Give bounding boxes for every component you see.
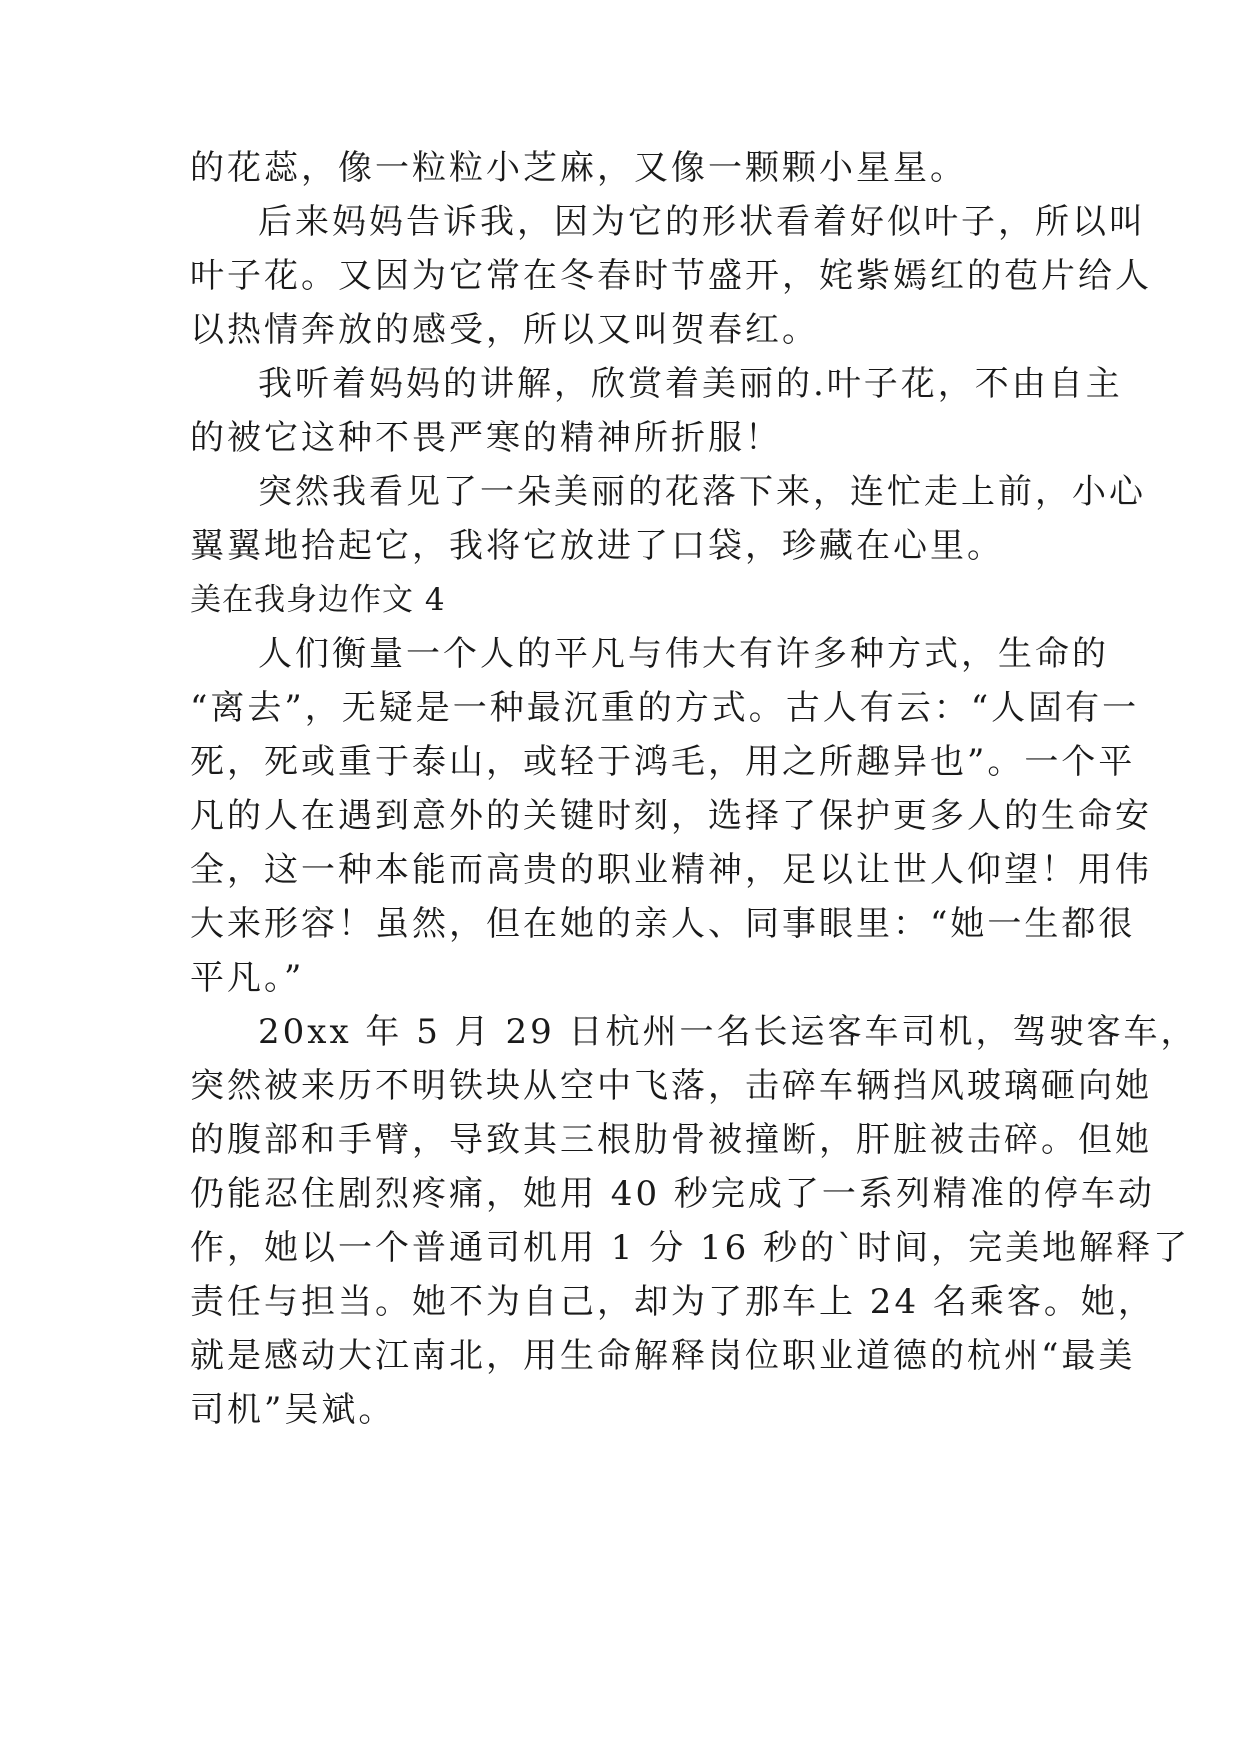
section-title: 美在我身边作文 4 [190,582,446,618]
paragraph-line: 大来形容！虽然，但在她的亲人、同事眼里：“她一生都很 [190,904,1136,944]
paragraph-line: 凡的人在遇到意外的关键时刻，选择了保护更多人的生命安 [190,796,1152,836]
paragraph-line: 死，死或重于泰山，或轻于鸿毛，用之所趣异也”。一个平 [190,742,1136,782]
paragraph-line: 责任与担当。她不为自己，却为了那车上 24 名乘客。她， [190,1282,1155,1322]
paragraph-line: 叶子花。又因为它常在冬春时节盛开，姹紫嫣红的苞片给人 [190,256,1152,296]
paragraph-line: 仍能忍住剧烈疼痛，她用 40 秒完成了一系列精准的停车动 [190,1174,1155,1214]
paragraph-line: 司机”吴斌。 [190,1390,396,1430]
paragraph-line: 全，这一种本能而高贵的职业精神，足以让世人仰望！用伟 [190,850,1152,890]
paragraph-line: 20xx 年 5 月 29 日杭州一名长运客车司机，驾驶客车， [258,1012,1198,1052]
paragraph-line: 的腹部和手臂，导致其三根肋骨被撞断，肝脏被击碎。但她 [190,1120,1152,1160]
paragraph-line: 翼翼地拾起它，我将它放进了口袋，珍藏在心里。 [190,526,1004,566]
paragraph-line: 我听着妈妈的讲解，欣赏着美丽的.叶子花，不由自主 [258,364,1123,404]
paragraph-line: “离去”，无疑是一种最沉重的方式。古人有云：“人固有一 [190,688,1140,728]
paragraph-line: 人们衡量一个人的平凡与伟大有许多种方式，生命的 [258,634,1109,674]
paragraph-line: 的花蕊，像一粒粒小芝麻，又像一颗颗小星星。 [190,148,967,188]
paragraph-line: 平凡。” [190,958,305,998]
paragraph-line: 的被它这种不畏严寒的精神所折服！ [190,418,782,458]
paragraph-line: 突然我看见了一朵美丽的花落下来，连忙走上前，小心 [258,472,1146,512]
paragraph-line: 突然被来历不明铁块从空中飞落，击碎车辆挡风玻璃砸向她 [190,1066,1152,1106]
paragraph-line: 就是感动大江南北，用生命解释岗位职业道德的杭州“最美 [190,1336,1136,1376]
paragraph-line: 作，她以一个普通司机用 1 分 16 秒的`时间，完美地解释了 [190,1228,1191,1268]
paragraph-line: 以热情奔放的感受，所以又叫贺春红。 [190,310,819,350]
paragraph-line: 后来妈妈告诉我，因为它的形状看着好似叶子，所以叫 [258,202,1146,242]
